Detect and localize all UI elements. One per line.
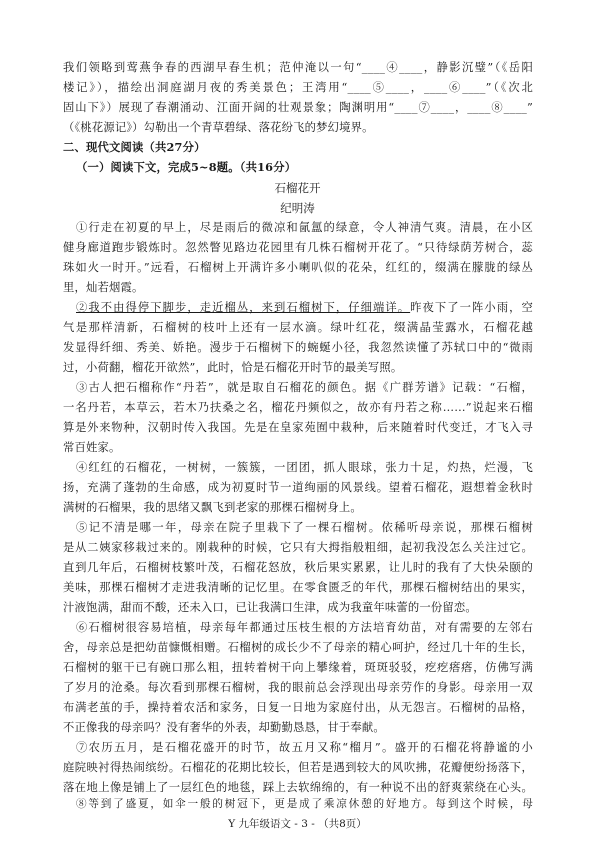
paragraph-line: 气是那样清新，石榴树的枝叶上还有一层水滴。绿叶红花，缀满晶莹露水，石榴花越 [63,321,533,334]
paragraph-line: ⑦农历五月，是石榴花盛开的时节，故五月又称“榴月”。盛开的石榴花将静谧的小 [76,741,533,754]
paragraph-line: 直到几年后，石榴树枝繁叶茂，石榴花怒放，秋后果实累累，让儿时的我有了大快朵颐的 [63,561,533,574]
paragraph-line: 一名丹若，本草云，若木乃扶桑之名，榴花丹频似之，故亦有丹若之称……”说起来石榴 [63,401,533,414]
paragraph-line: 落在地上像是铺上了一层红色的地毯，踩上去软绵绵的，有一种说不出的舒爽萦绕在心头。 [63,781,533,794]
paragraph-line: 庭院映衬得热闹缤纷。石榴花的花期比较长，但若是遇到较大的风吹拂，花瓣便纷扬落下， [63,761,533,774]
text-line: （《桃花源记》）勾勒出一个青草碧绿、落花纷飞的梦幻境界。 [63,121,374,134]
paragraph-line: ③古人把石榴称作“丹若”，就是取自石榴花的颜色。据《广群芳谱》记载：“石榴， [76,381,533,394]
subsection-heading: （一）阅读下文，完成5~8题。（共16分） [76,160,297,174]
page-footer: Y 九年级语文 - 3 - （共8页） [228,818,367,830]
paragraph-line: 不正像我的母亲吗？没有奢华的外表，却勤勤恳恳，甘于奉献。 [63,721,385,734]
paragraph-line: 珠如火一时开。”远看，石榴树上开满许多小喇叭似的花朵，红红的，缀满在朦胧的绿丛 [63,261,533,274]
paragraph-line: 布满老茧的手，操持着农活和家务，日复一日地为家庭付出，从无怨言。石榴树的品格， [63,701,533,714]
sentence-rest: 昨夜下了一阵小雨，空 [410,301,533,314]
paragraph-line: 健身廊道跑步锻炼时。忽然瞥见路边花园里有几株石榴树开花了。“只待绿荫芳树合，蕊 [63,241,533,254]
section-heading: 二、现代文阅读（共27分） [63,140,206,154]
article-author: 纪明涛 [280,201,315,215]
paragraph-line: 汁液饱满，甜而不酸，还未入口，已让我满口生津，成为我童年味蕾的一份留恋。 [63,601,477,614]
paragraph-line: 满树的石榴果，我的思绪又飘飞到老家的那棵石榴树身上。 [63,501,362,514]
paragraph-line: 了岁月的沧桑。每次看到那棵石榴树，我的眼前总会浮现出母亲劳作的身影。母亲用一双 [63,681,533,694]
article-title: 石榴花开 [274,181,321,195]
underlined-sentence: ②我不由得停下脚步，走近榴丛，来到石榴树下，仔细端详。 [76,301,411,314]
text-line: 固山下》）展现了春潮涌动、江面开阔的壮观景象；陶渊明用“____⑦____，____⑧____” [63,101,533,114]
paragraph-line: 扬，充满了蓬勃的生命感，成为初夏时节一道绚丽的风景线。望着石榴花，遐想着金秋时 [63,481,533,494]
paragraph-line: 发显得纤细、秀美、娇艳。漫步于石榴树下的蜿蜒小径，我忽然读懂了苏轼口中的“微雨 [63,341,533,354]
text-line: 我们领略到莺燕争春的西湖早春生机；范仲淹以一句“____④____，静影沉璧”（《岳阳 [63,61,533,74]
paragraph-line: 石榴树的躯干已有碗口那么粗，扭转着树干向上攀缘着，斑斑驳驳，疙疙瘩瘩，仿佛写满 [63,661,533,674]
paragraph-line: ④红红的石榴花，一树树，一簇簇，一团团，抓人眼球，张力十足，灼热，烂漫，飞 [76,461,533,474]
paragraph-line: ⑤记不清是哪一年，母亲在院子里栽下了一棵石榴树。依稀听母亲说，那棵石榴树 [76,521,533,534]
paragraph-line: ⑧等到了盛夏，如伞一般的树冠下，更是成了乘凉休憩的好地方。每到这个时候，母 [76,798,533,810]
paragraph-line [76,300,533,315]
paragraph-line: 过，小荷翻，榴花开欲然”，此时，恰是石榴花开时节的最美写照。 [63,361,403,374]
paragraph-line: ①行走在初夏的早上，尽是雨后的微凉和氤氲的绿意，令人神清气爽。清晨，在小区 [76,221,533,234]
paragraph-line: ⑥石榴树很容易培植，母亲每年都通过压枝生根的方法培育幼苗，对有需要的左邻右 [76,621,533,634]
paragraph-line: 常百姓家。 [63,441,121,454]
paragraph-line: 算是外来物种，汉朝时传入我国。先是在皇家苑囿中栽种，后来随着时代变迁，才飞入寻 [63,421,533,434]
paragraph-line: 美味，那棵石榴树才走进我清晰的记忆里。在零食匮乏的年代，那棵石榴树结出的果实， [63,581,533,594]
paragraph-line: 里，灿若烟霞。 [63,281,144,294]
paragraph-line: 是从二姨家移栽过来的。刚栽种的时候，它只有大拇指般粗细，起初我没怎么关注过它。 [63,541,533,554]
text-line: 楼记》），描绘出洞庭湖月夜的秀美景色；王湾用“____⑤____，____⑥____”（《次北 [63,81,533,94]
paragraph-line: 舍，母亲总是把幼苗慷慨相赠。石榴树的成长少不了母亲的精心呵护，经过几十年的生长， [63,641,533,654]
